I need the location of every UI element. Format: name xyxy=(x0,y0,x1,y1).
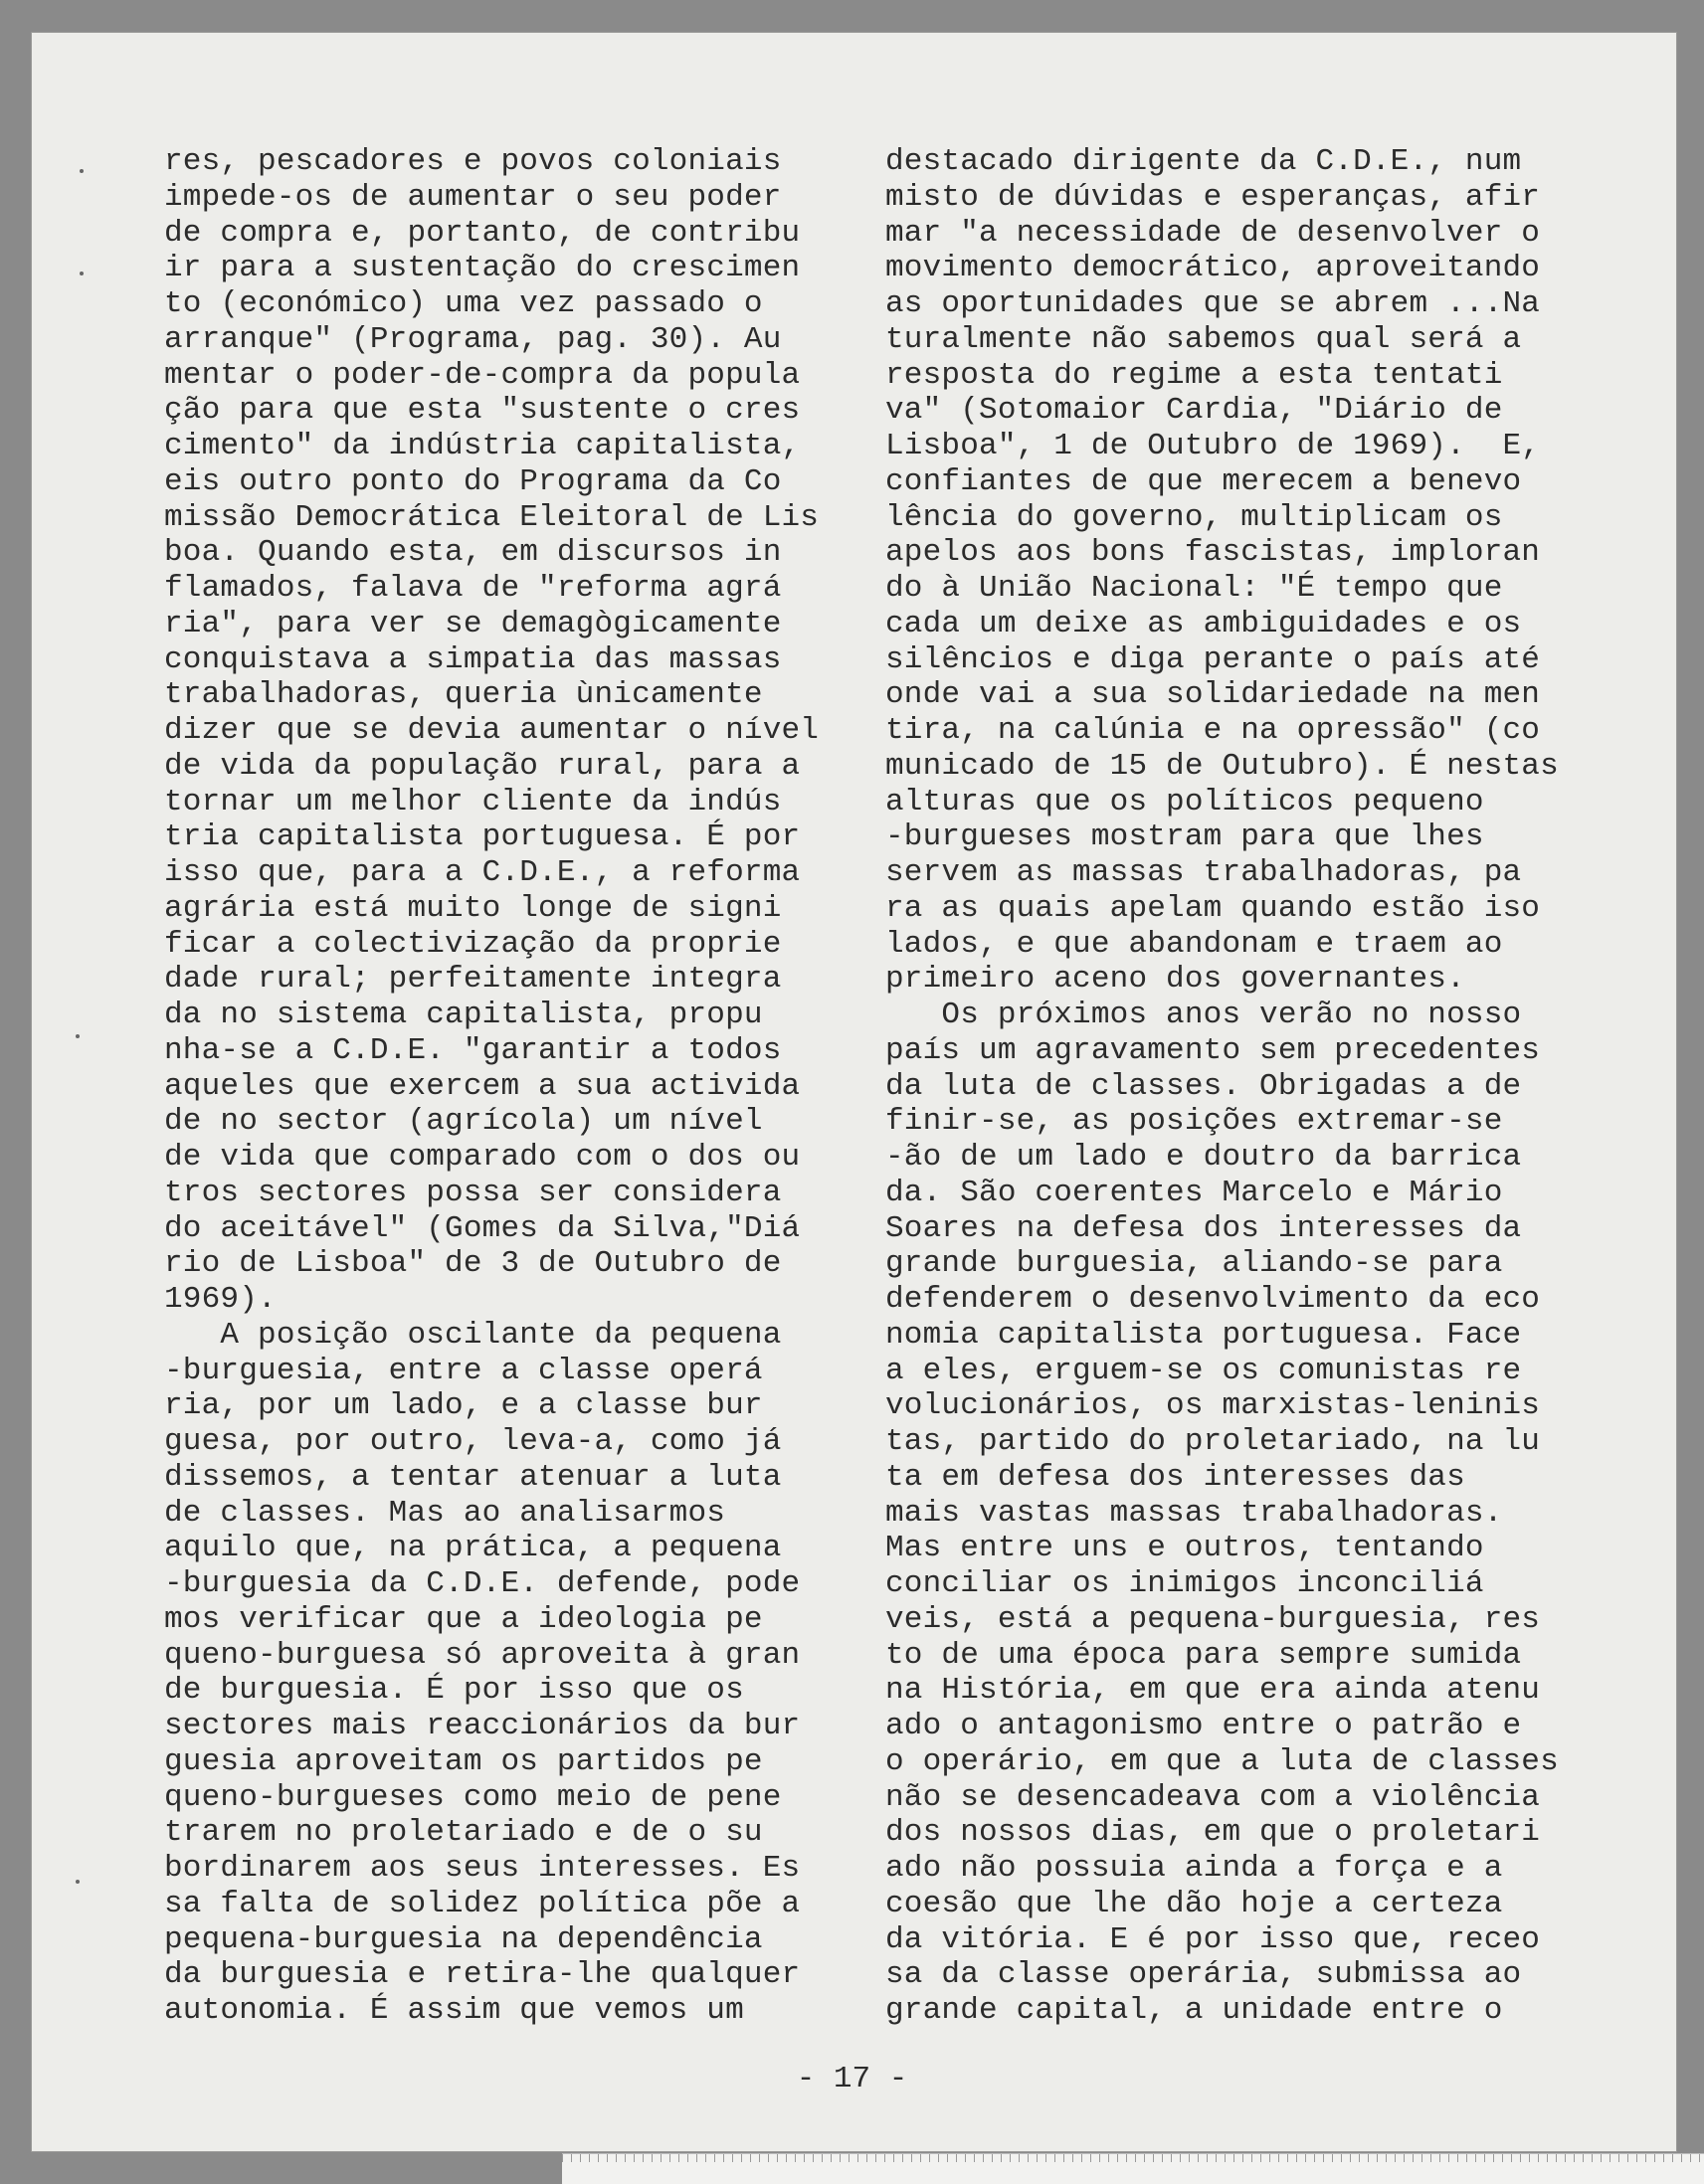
text-line: rio de Lisboa" de 3 de Outubro de xyxy=(164,1246,782,1282)
text-line: -burguesia, entre a classe operá xyxy=(164,1353,763,1388)
text-line: impede-os de aumentar o seu poder xyxy=(164,179,782,215)
text-line: onde vai a sua solidariedade na men xyxy=(885,677,1541,713)
text-line: cimento" da indústria capitalista, xyxy=(164,429,801,463)
text-line: destacado dirigente da C.D.E., num xyxy=(885,144,1522,179)
text-line: primeiro aceno dos governantes. xyxy=(885,962,1465,998)
text-line: dade rural; perfeitamente integra xyxy=(164,962,782,998)
text-line: mais vastas massas trabalhadoras. xyxy=(885,1495,1503,1531)
text-line: turalmente não sabemos qual será a xyxy=(885,321,1522,357)
text-line: res, pescadores e povos coloniais xyxy=(164,144,782,179)
text-line: não se desencadeava com a violência xyxy=(885,1779,1541,1815)
text-line: veis, está a pequena-burguesia, res xyxy=(885,1601,1541,1637)
text-line: silêncios e diga perante o país até xyxy=(885,641,1541,677)
margin-mark xyxy=(76,1034,80,1038)
text-line: ção para que esta "sustente o cres xyxy=(164,393,801,429)
text-line: bordinarem aos seus interesses. Es xyxy=(164,1851,801,1886)
text-line: grande capital, a unidade entre o xyxy=(885,1993,1503,2028)
text-line: Mas entre uns e outros, tentando xyxy=(885,1531,1484,1566)
text-line: ir para a sustentação do crescimen xyxy=(164,251,801,286)
text-line: lência do governo, multiplicam os xyxy=(885,499,1503,535)
text-line: missão Democrática Eleitoral de Lis xyxy=(164,499,820,535)
text-line: flamados, falava de "reforma agrá xyxy=(164,571,782,606)
text-line: ado o antagonismo entre o patrão e xyxy=(885,1709,1522,1743)
text-line: 1969). xyxy=(164,1282,277,1317)
text-line: as oportunidades que se abrem ...Na xyxy=(885,286,1541,321)
text-line: alturas que os políticos pequeno xyxy=(885,784,1484,819)
text-line: de compra e, portanto, de contribu xyxy=(164,215,801,251)
text-line: dos nossos dias, em que o proletari xyxy=(885,1815,1541,1851)
text-line: ado não possuia ainda a força e a xyxy=(885,1851,1503,1886)
text-line: cada um deixe as ambiguidades e os xyxy=(885,606,1522,641)
text-line: volucionários, os marxistas-leninis xyxy=(885,1388,1541,1424)
text-line: conquistava a simpatia das massas xyxy=(164,641,782,677)
text-line: misto de dúvidas e esperanças, afir xyxy=(885,179,1541,215)
text-line: -burgueses mostram para que lhes xyxy=(885,819,1484,855)
text-line: trarem no proletariado e de o su xyxy=(164,1815,763,1851)
text-line: ria", para ver se demagògicamente xyxy=(164,606,782,641)
text-line: aqueles que exercem a sua activida xyxy=(164,1068,801,1104)
text-line: to de uma época para sempre sumida xyxy=(885,1637,1522,1673)
margin-mark xyxy=(80,169,84,173)
text-line: ra as quais apelam quando estão iso xyxy=(885,890,1541,926)
text-line: ta em defesa dos interesses das xyxy=(885,1459,1465,1495)
text-line: mos verificar que a ideologia pe xyxy=(164,1601,763,1637)
text-line: sa da classe operária, submissa ao xyxy=(885,1957,1522,1993)
text-line: de vida que comparado com o dos ou xyxy=(164,1140,801,1175)
margin-mark xyxy=(76,1880,80,1884)
text-line: tornar um melhor cliente da indús xyxy=(164,784,782,819)
text-line: a eles, erguem-se os comunistas re xyxy=(885,1353,1522,1388)
text-line: de vida da população rural, para a xyxy=(164,748,801,784)
text-line: do aceitável" (Gomes da Silva,"Diá xyxy=(164,1210,801,1246)
text-line: isso que, para a C.D.E., a reforma xyxy=(164,855,801,890)
text-line: de classes. Mas ao analisarmos xyxy=(164,1495,726,1531)
text-line: nha-se a C.D.E. "garantir a todos xyxy=(164,1032,782,1068)
text-line: arranque" (Programa, pag. 30). Au xyxy=(164,321,782,357)
text-line: to (económico) uma vez passado o xyxy=(164,286,763,321)
text-line: defenderem o desenvolvimento da eco xyxy=(885,1282,1541,1317)
text-line: municado de 15 de Outubro). É nestas xyxy=(885,748,1559,784)
page-number: - 17 - xyxy=(796,2062,908,2096)
text-line: da burguesia e retira-lhe qualquer xyxy=(164,1957,801,1993)
text-line: da no sistema capitalista, propu xyxy=(164,998,763,1032)
text-line: na História, em que era ainda atenu xyxy=(885,1673,1541,1709)
text-line: grande burguesia, aliando-se para xyxy=(885,1246,1503,1282)
text-line: da luta de classes. Obrigadas a de xyxy=(885,1068,1522,1104)
text-line: de burguesia. É por isso que os xyxy=(164,1673,744,1709)
text-line: dissemos, a tentar atenuar a luta xyxy=(164,1459,782,1495)
text-line: país um agravamento sem precedentes xyxy=(885,1032,1541,1068)
text-line: A posição oscilante da pequena xyxy=(164,1317,782,1353)
text-line: Os próximos anos verão no nosso xyxy=(885,998,1522,1032)
text-line: aquilo que, na prática, a pequena xyxy=(164,1531,782,1566)
text-line: conciliar os inimigos inconciliá xyxy=(885,1566,1484,1601)
text-line: Soares na defesa dos interesses da xyxy=(885,1210,1522,1246)
text-line: boa. Quando esta, em discursos in xyxy=(164,535,782,571)
text-line: queno-burgueses como meio de pene xyxy=(164,1779,782,1815)
measurement-ruler xyxy=(562,2153,1704,2184)
text-line: queno-burguesa só aproveita à gran xyxy=(164,1637,801,1673)
text-line: ria, por um lado, e a classe bur xyxy=(164,1388,763,1424)
text-line: pequena-burguesia na dependência xyxy=(164,1921,763,1957)
right-text-column xyxy=(885,144,1602,2029)
text-line: coesão que lhe dão hoje a certeza xyxy=(885,1886,1503,1921)
text-line: confiantes de que merecem a benevo xyxy=(885,463,1522,499)
text-line: -burguesia da C.D.E. defende, pode xyxy=(164,1566,801,1601)
text-line: autonomia. É assim que vemos um xyxy=(164,1993,744,2028)
text-line: finir-se, as posições extremar-se xyxy=(885,1104,1503,1140)
text-line: tros sectores possa ser considera xyxy=(164,1175,782,1210)
text-line: de no sector (agrícola) um nível xyxy=(164,1104,763,1140)
text-line: nomia capitalista portuguesa. Face xyxy=(885,1317,1522,1353)
text-line: -ão de um lado e doutro da barrica xyxy=(885,1140,1522,1175)
text-line: eis outro ponto do Programa da Co xyxy=(164,463,782,499)
text-line: mar "a necessidade de desenvolver o xyxy=(885,215,1541,251)
text-line: resposta do regime a esta tentati xyxy=(885,357,1503,393)
text-line: lados, e que abandonam e traem ao xyxy=(885,926,1503,962)
text-line: mentar o poder-de-compra da popula xyxy=(164,357,801,393)
text-line: dizer que se devia aumentar o nível xyxy=(164,713,820,748)
text-line: tas, partido do proletariado, na lu xyxy=(885,1424,1541,1459)
text-line: tira, na calúnia e na opressão" (co xyxy=(885,713,1541,748)
text-line: apelos aos bons fascistas, imploran xyxy=(885,535,1541,571)
margin-mark xyxy=(80,272,84,275)
text-line: do à União Nacional: "É tempo que xyxy=(885,571,1503,606)
text-line: da vitória. E é por isso que, receo xyxy=(885,1921,1541,1957)
text-line: sectores mais reaccionários da bur xyxy=(164,1709,801,1743)
text-line: servem as massas trabalhadoras, pa xyxy=(885,855,1522,890)
text-line: da. São coerentes Marcelo e Mário xyxy=(885,1175,1503,1210)
text-line: va" (Sotomaior Cardia, "Diário de xyxy=(885,393,1503,429)
text-line: guesia aproveitam os partidos pe xyxy=(164,1743,763,1779)
text-line: trabalhadoras, queria ùnicamente xyxy=(164,677,763,713)
text-line: sa falta de solidez política põe a xyxy=(164,1886,801,1921)
text-line: movimento democrático, aproveitando xyxy=(885,251,1541,286)
text-line: Lisboa", 1 de Outubro de 1969). E, xyxy=(885,429,1541,463)
text-line: o operário, em que a luta de classes xyxy=(885,1743,1559,1779)
left-text-column xyxy=(164,144,851,2029)
text-line: guesa, por outro, leva-a, como já xyxy=(164,1424,782,1459)
text-line: ficar a colectivização da proprie xyxy=(164,926,782,962)
text-line: tria capitalista portuguesa. É por xyxy=(164,819,801,855)
text-line: agrária está muito longe de signi xyxy=(164,890,782,926)
